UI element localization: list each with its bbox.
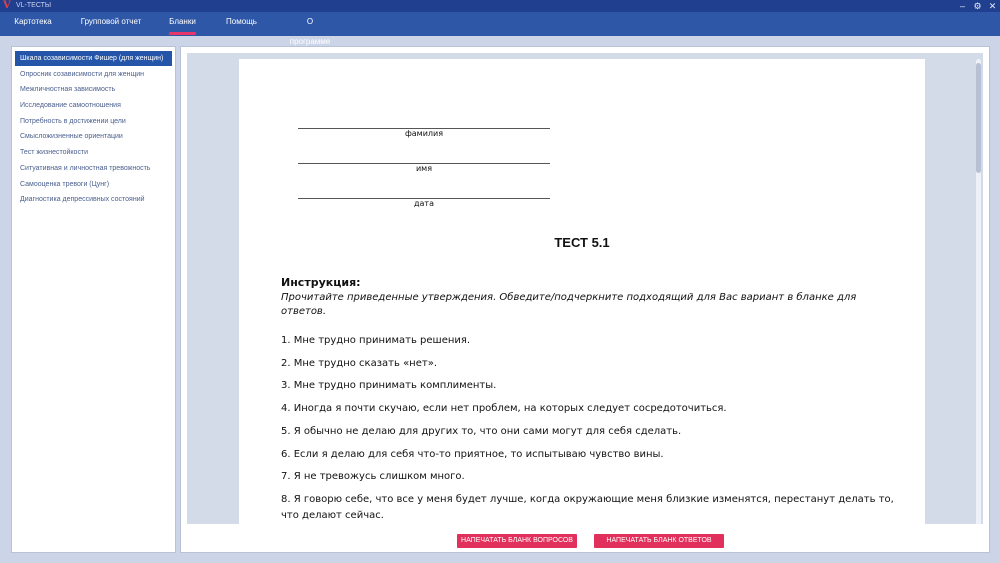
menu-bar xyxy=(0,12,1000,46)
test-list-item[interactable]: Ситуативная и личностная тревожность xyxy=(20,165,151,172)
window-title: VL-ТЕСТЫ xyxy=(16,2,52,9)
menu-item-about[interactable]: О программе xyxy=(289,17,331,46)
test-list xyxy=(11,46,176,553)
test-list-item[interactable]: Самооценка тревоги (Цунг) xyxy=(20,181,110,188)
question-item: 3. Мне трудно принимать комплименты. xyxy=(281,380,497,391)
print-questions-button[interactable]: НАПЕЧАТАТЬ БЛАНК ВОПРОСОВ xyxy=(457,534,577,548)
question-item: 4. Иногда я почти скучаю, если нет проблем, на которых следует сосредоточиться. xyxy=(281,403,727,414)
test-list-item[interactable]: Исследование самоотношения xyxy=(20,102,121,109)
form-panel xyxy=(180,46,990,553)
question-item: 8. Я говорю себе, что все у меня будет лучше, когда окружающие меня близкие изменятся, перестанут делать то, что делают сейчас. xyxy=(281,494,894,521)
test-list-item[interactable]: Смысложизненные ориентации xyxy=(20,133,123,140)
window-controls xyxy=(957,0,998,12)
vertical-scrollbar[interactable] xyxy=(976,59,981,524)
test-list-item[interactable]: Межличностная зависимость xyxy=(20,86,116,93)
test-title: ТЕСТ 5.1 xyxy=(554,235,610,250)
question-item: 6. Если я делаю для себя что-то приятное, то испытываю чувство вины. xyxy=(281,449,664,460)
title-bar xyxy=(0,0,1000,12)
minimize-button[interactable]: – xyxy=(959,1,965,11)
date-label: дата xyxy=(414,199,434,208)
scrollbar-thumb[interactable] xyxy=(976,63,981,173)
print-answers-button[interactable]: НАПЕЧАТАТЬ БЛАНК ОТВЕТОВ xyxy=(594,534,724,548)
app-logo-icon: V xyxy=(3,0,11,11)
menu-item-kartoteka[interactable]: Картотека xyxy=(14,17,52,26)
menu-item-help[interactable]: Помощь xyxy=(226,17,257,26)
test-list-item[interactable]: Шкала созависимости Фишер (для женщин) xyxy=(15,51,172,66)
test-list-item[interactable]: Диагностика депрессивных состояний xyxy=(20,196,145,203)
form-page xyxy=(239,59,925,524)
instruction-text: Прочитайте приведенные утверждения. Обведите/подчеркните подходящий для Вас вариант в бланке для ответов. xyxy=(281,292,857,317)
menu-item-group-report[interactable]: Групповой отчет xyxy=(80,17,142,26)
instruction-heading: Инструкция: xyxy=(281,276,361,289)
question-item: 2. Мне трудно сказать «нет». xyxy=(281,358,437,369)
settings-button[interactable]: ⚙ xyxy=(973,1,982,11)
surname-label: фамилия xyxy=(404,129,444,138)
test-list-item[interactable]: Потребность в достижении цели xyxy=(20,118,126,125)
question-item: 7. Я не тревожусь слишком много. xyxy=(281,471,465,482)
document-viewer[interactable] xyxy=(187,53,983,524)
name-label: имя xyxy=(415,164,433,173)
close-button[interactable]: ✕ xyxy=(988,1,997,11)
question-item: 1. Мне трудно принимать решения. xyxy=(281,335,471,346)
menu-item-blanks[interactable]: Бланки xyxy=(169,12,196,36)
test-list-item[interactable]: Тест жизнестойкости xyxy=(20,149,89,156)
test-list-item[interactable]: Опросник созависимости для женщин xyxy=(20,71,144,78)
question-item: 5. Я обычно не делаю для других то, что они сами могут для себя сделать. xyxy=(281,426,682,437)
